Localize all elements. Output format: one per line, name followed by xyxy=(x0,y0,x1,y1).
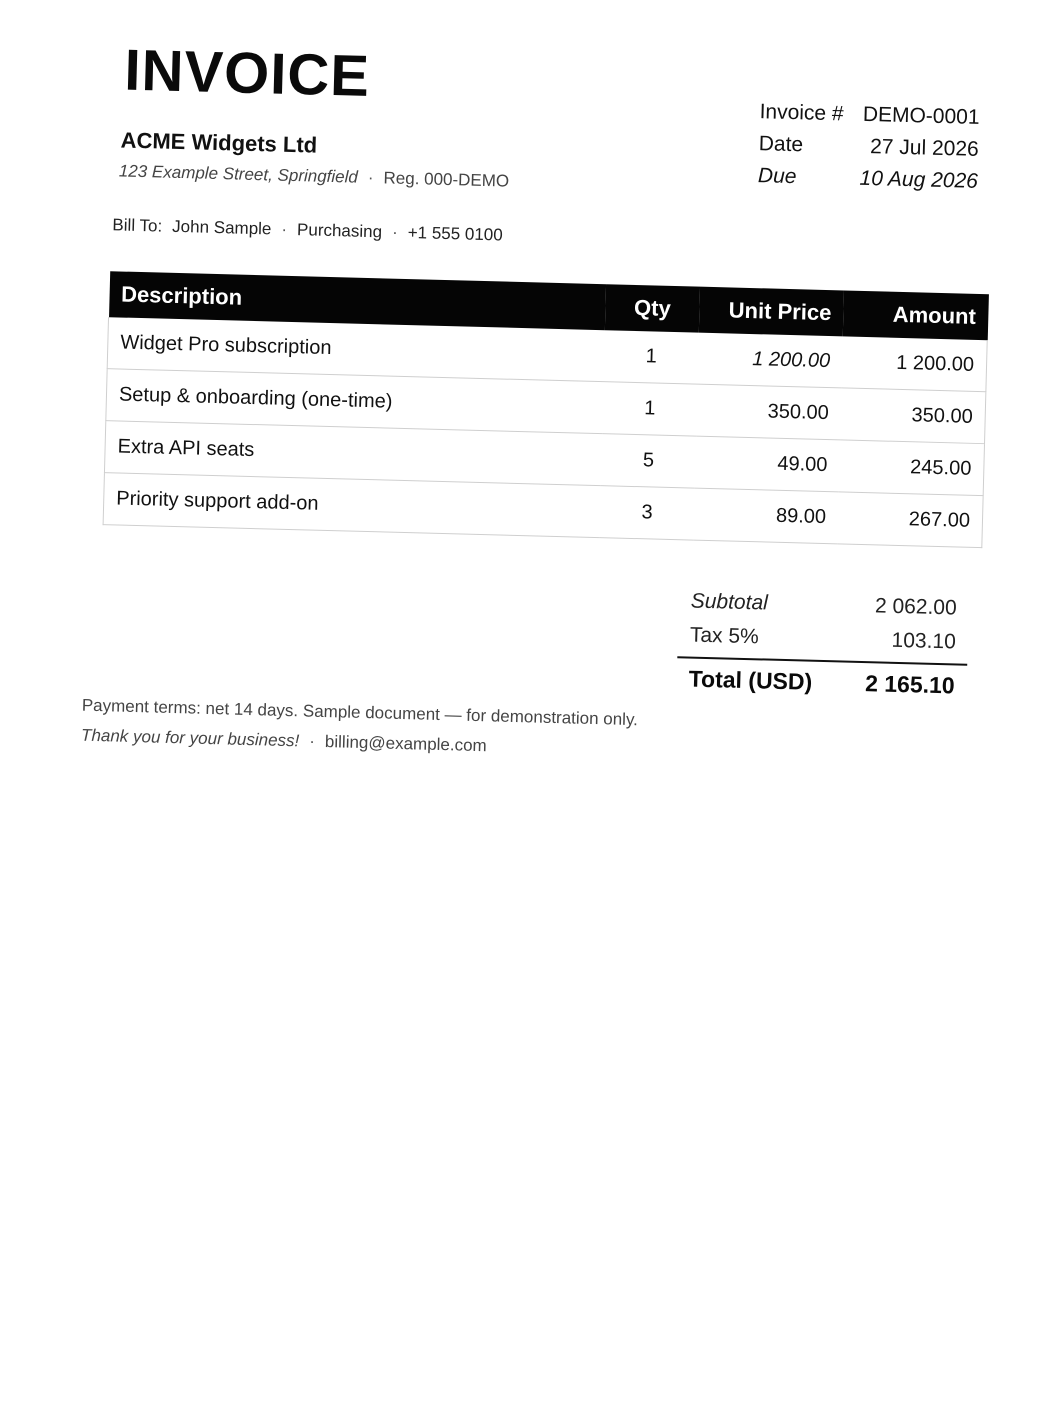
separator: · xyxy=(367,167,374,188)
invoice-title: INVOICE xyxy=(123,37,371,109)
item-unit-price: 350.00 xyxy=(696,384,841,440)
item-unit-price: 89.00 xyxy=(693,488,838,544)
separator: · xyxy=(309,731,316,751)
item-description: Widget Pro subscription xyxy=(107,317,605,381)
bill-to-phone: +1 555 0100 xyxy=(407,223,503,245)
item-qty: 5 xyxy=(601,434,696,488)
bill-to-name: John Sample xyxy=(171,216,272,239)
total-row xyxy=(676,656,967,706)
total-label: Total (USD) xyxy=(688,665,813,695)
subtotal-value: 2 062.00 xyxy=(874,594,958,620)
item-unit-price: 1 200.00 xyxy=(697,333,842,388)
separator: · xyxy=(281,219,288,239)
billing-email: billing@example.com xyxy=(324,732,487,756)
item-unit-price: 49.00 xyxy=(695,436,840,492)
bill-to-label: Bill To: xyxy=(112,215,163,236)
tax-label: Tax 5% xyxy=(689,623,760,649)
company-address: 123 Example Street, Springfield xyxy=(118,161,359,187)
column-header-amount: Amount xyxy=(843,290,989,340)
invoice-date-label: Date xyxy=(758,132,804,157)
item-amount: 267.00 xyxy=(837,492,983,548)
invoice-meta xyxy=(758,96,980,198)
column-header-description: Description xyxy=(109,271,607,330)
item-description: Extra API seats xyxy=(104,421,602,486)
invoice-due-label: Due xyxy=(757,164,797,189)
footer-notes xyxy=(81,691,639,766)
invoice-due-row xyxy=(758,160,979,198)
item-description: Priority support add-on xyxy=(103,473,601,538)
item-qty: 3 xyxy=(599,486,694,540)
column-header-qty: Qty xyxy=(605,284,700,332)
item-description: Setup & onboarding (one-time) xyxy=(106,369,604,434)
tax-value: 103.10 xyxy=(891,628,957,654)
company-name: ACME Widgets Ltd xyxy=(120,127,318,158)
invoice-date-value: 27 Jul 2026 xyxy=(869,135,980,161)
separator: · xyxy=(391,222,399,242)
subtotal-label: Subtotal xyxy=(690,589,769,615)
invoice-due-value: 10 Aug 2026 xyxy=(859,166,979,193)
item-amount: 350.00 xyxy=(840,388,986,444)
tax-row xyxy=(677,618,968,660)
bill-to-department: Purchasing xyxy=(296,220,383,242)
item-amount: 245.00 xyxy=(839,440,985,496)
totals-block xyxy=(676,584,969,706)
total-value: 2 165.10 xyxy=(864,669,956,698)
item-amount: 1 200.00 xyxy=(841,336,987,391)
company-address-line xyxy=(119,161,510,191)
invoice-number-value: DEMO-0001 xyxy=(862,102,980,129)
thank-you-note: Thank you for your business! xyxy=(80,725,300,751)
column-header-unit-price: Unit Price xyxy=(699,287,844,337)
company-registration: Reg. 000-DEMO xyxy=(383,168,510,191)
payment-terms: Payment terms: net 14 days. xyxy=(81,695,299,721)
bill-to xyxy=(112,215,503,245)
invoice-number-label: Invoice # xyxy=(759,100,844,126)
item-qty: 1 xyxy=(602,382,697,436)
line-items-table xyxy=(103,271,989,548)
table-body xyxy=(103,317,987,547)
sample-note: Sample document — for demonstration only. xyxy=(302,701,639,730)
item-qty: 1 xyxy=(604,330,699,384)
